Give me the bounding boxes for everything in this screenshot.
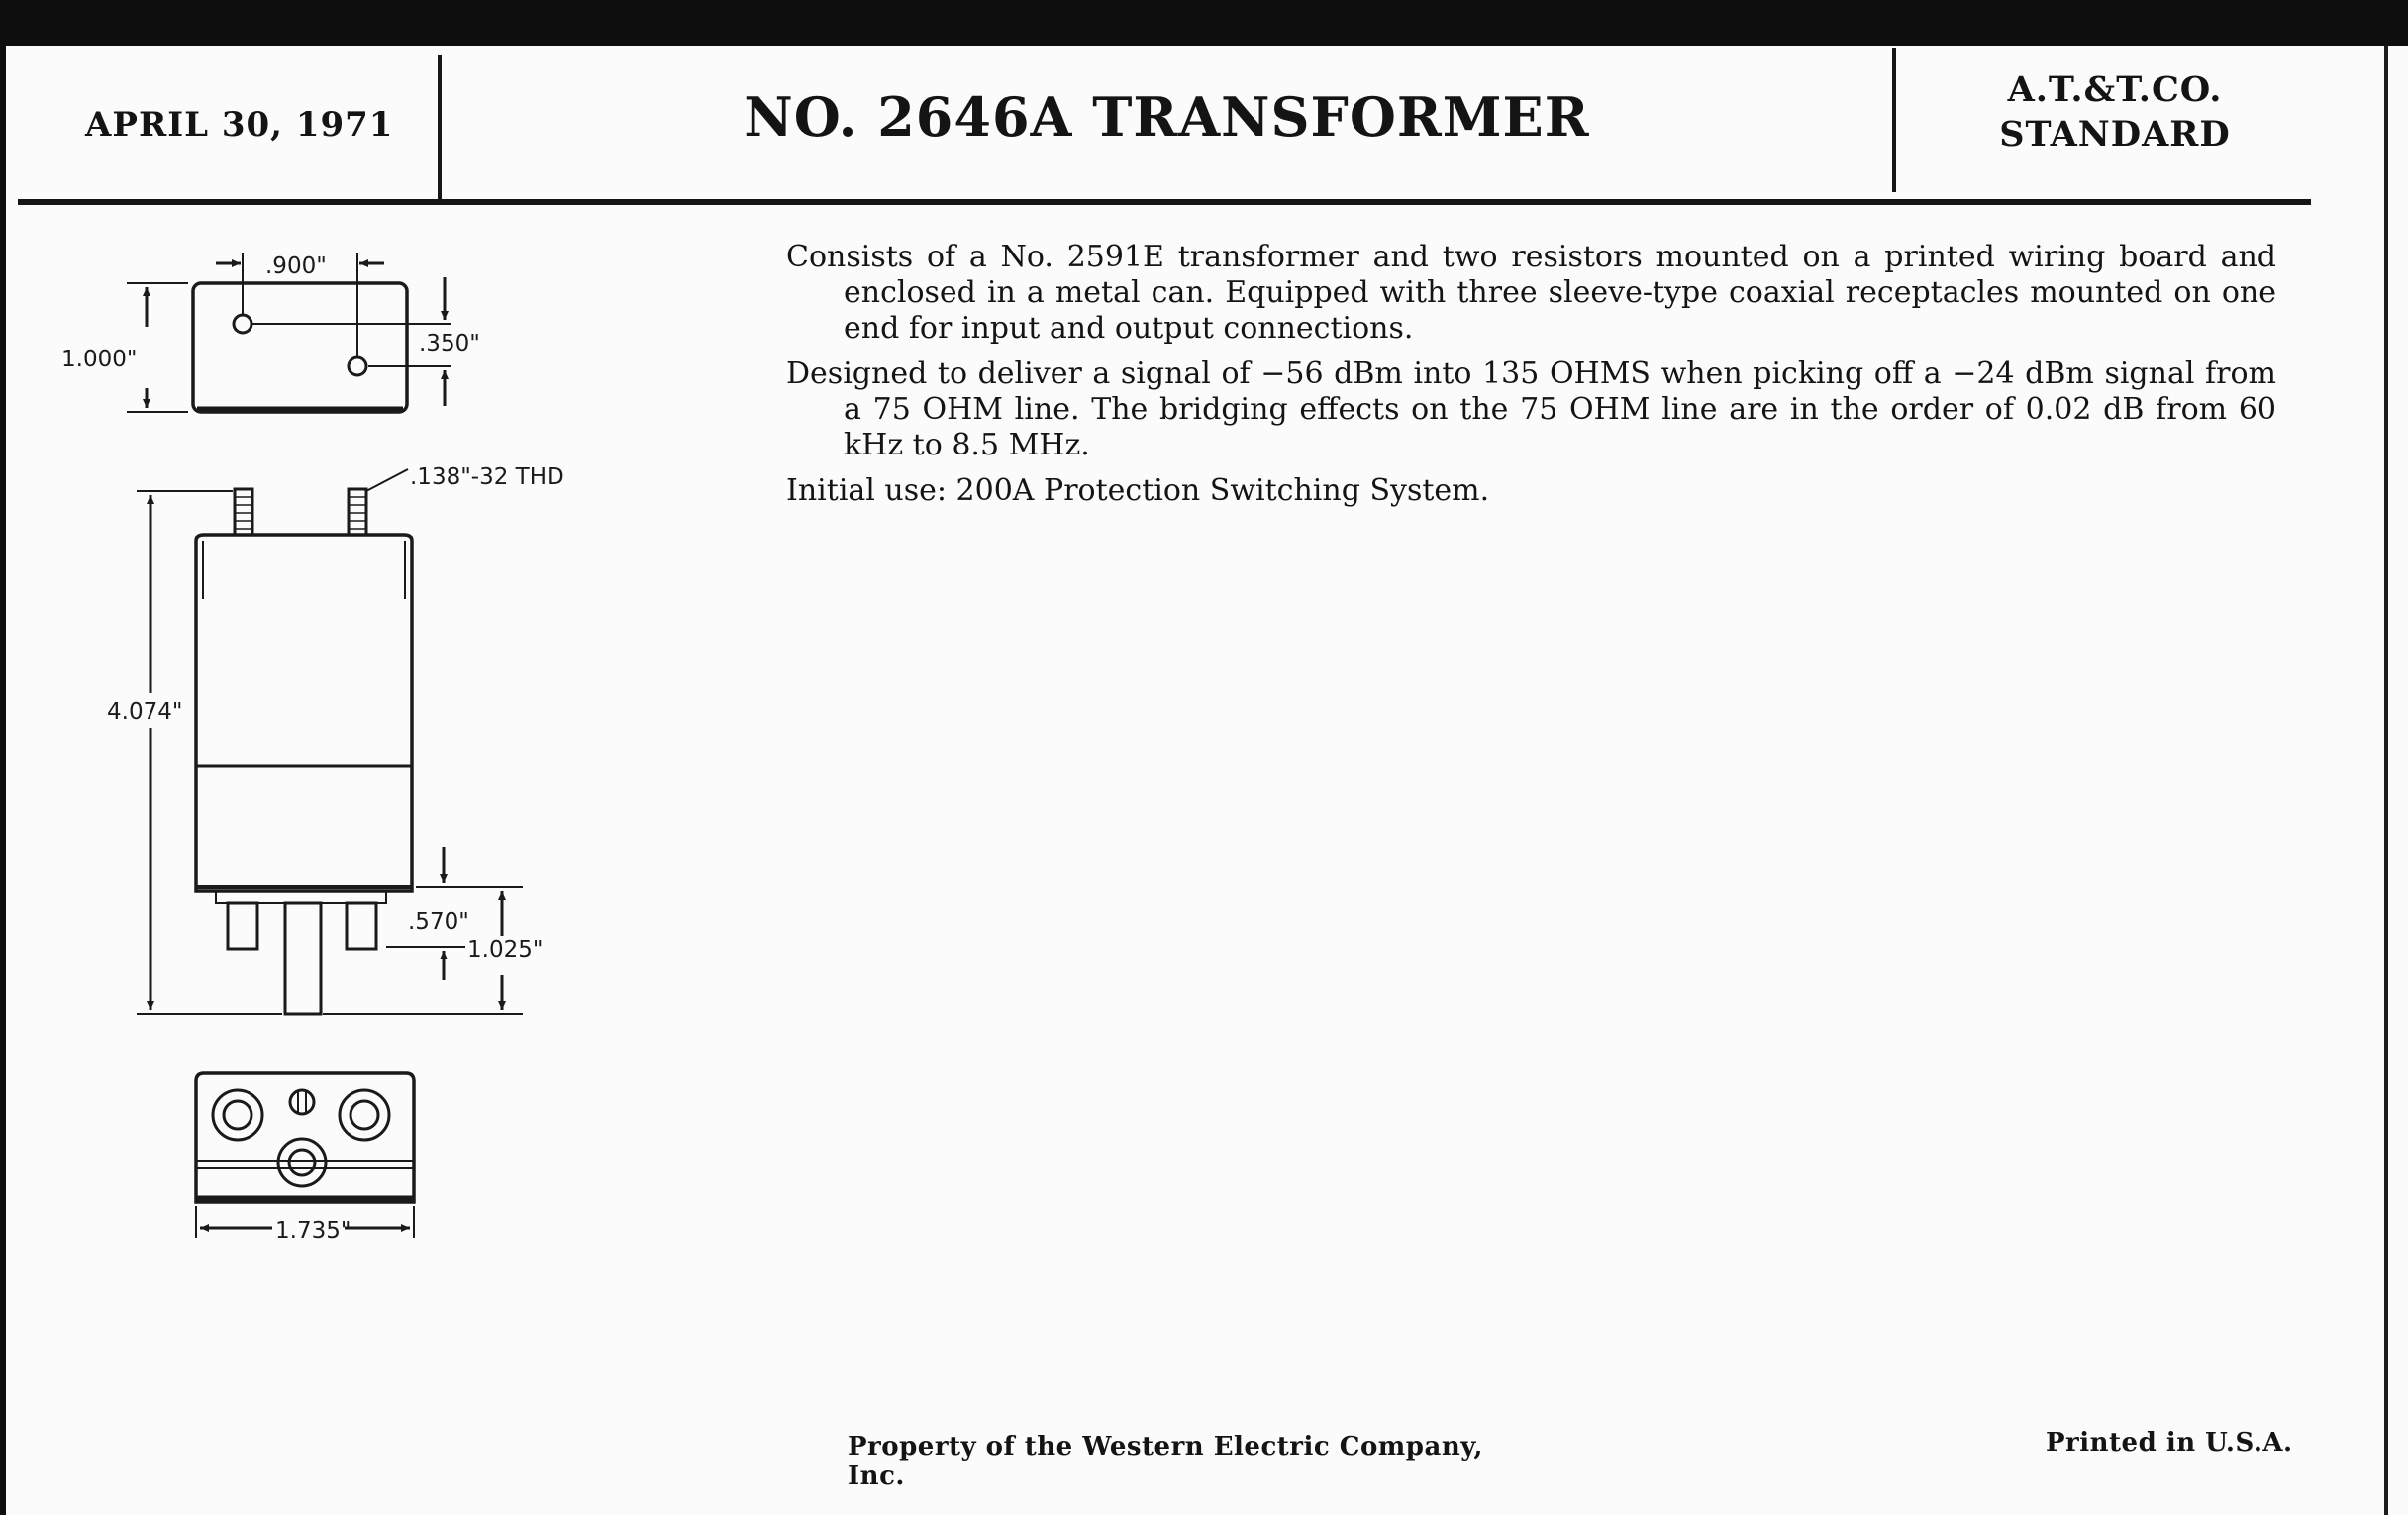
property-notice: Property of the Western Electric Company, Inc.: [848, 1432, 1483, 1491]
standard-label-line1: A.T.&T.CO.: [2007, 69, 2223, 110]
thread-stud-left: [235, 489, 252, 535]
receptacle-end-center: [278, 1139, 326, 1186]
description-paragraph-3: Initial use: 200A Protection Switching System.: [786, 473, 1490, 508]
receptacle-left: [228, 903, 257, 949]
mounting-hole-left: [234, 315, 251, 333]
dim-top-height: 1.000": [61, 347, 138, 372]
screw-head: [290, 1090, 314, 1114]
dim-receptacle-short: .570": [408, 909, 469, 935]
standard-label-line2: STANDARD: [1999, 114, 2231, 154]
description-paragraph-1: Consists of a No. 2591E transformer and two resistors mounted on a printed wiring board and enclosed in a metal can. Equipped with three sleeve-type coaxial receptacles mounted on one end for input and output connections.: [786, 240, 2276, 346]
dim-width: 1.735": [275, 1218, 351, 1244]
issue-date: APRIL 30, 1971: [85, 105, 394, 145]
description-paragraph-2: Designed to deliver a signal of −56 dBm into 135 OHMS when picking off a −24 dBm signal from a 75 OHM line. The bridging effects on the 75 OHM line are in the order of 0.02 dB from 60 kHz to 8.5 MHz.: [786, 356, 2276, 462]
can-body: [196, 535, 412, 891]
thread-stud-right: [349, 489, 366, 535]
printed-notice: Printed in U.S.A.: [2046, 1428, 2293, 1458]
receptacle-right: [347, 903, 376, 949]
dim-hole-spacing: .900": [265, 253, 327, 279]
receptacle-center: [285, 903, 321, 1014]
dim-overall-height: 4.074": [107, 699, 183, 725]
dim-thread: .138"-32 THD: [410, 464, 564, 490]
page-title: NO. 2646A TRANSFORMER: [744, 85, 1590, 149]
end-view: [196, 1073, 414, 1238]
receptacle-end-right: [340, 1090, 389, 1140]
dim-hole-offset: .350": [419, 331, 480, 356]
dim-receptacle-long: 1.025": [467, 937, 544, 962]
receptacle-end-left: [213, 1090, 262, 1140]
mounting-hole-right: [349, 357, 366, 375]
